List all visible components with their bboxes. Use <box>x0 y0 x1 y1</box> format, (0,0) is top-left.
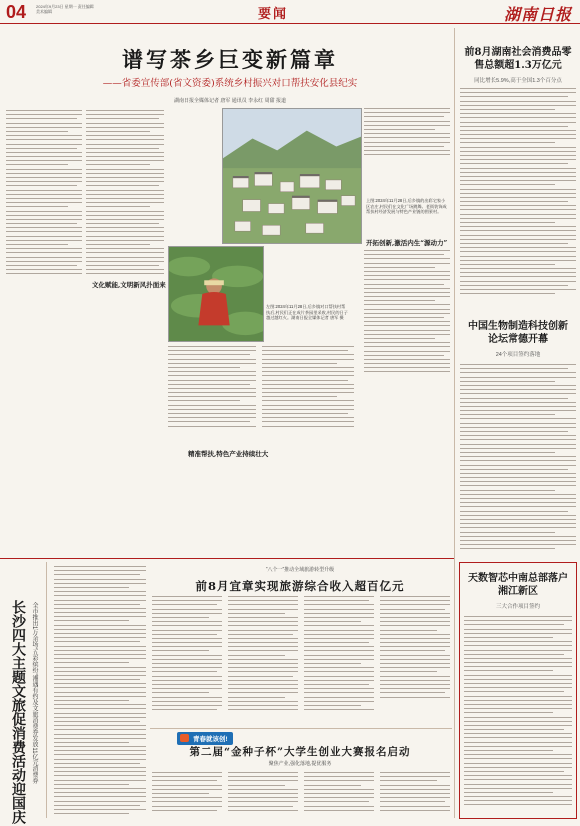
photo2-caption: 左图:2024年11月28日,后乡镇对口帮扶村帮扶后,村民们正在成片茶园里采收,村民的日子越过越红火。湖南日报全媒体记者 唐军 摄 <box>266 304 348 321</box>
campaign-flag-icon <box>180 734 189 742</box>
feature-byline: 湖南日报全媒体记者 唐军 通讯员 李永红 周甜 报道 <box>174 98 286 104</box>
tourism-headline: 前8月宜章实现旅游综合收入超百亿元 <box>195 579 405 593</box>
tea-harvest-photo <box>168 246 264 342</box>
feature-body-col4 <box>364 108 450 196</box>
tourism-body <box>152 596 450 726</box>
right-top-headline: 前8月湖南社会消费品零售总额超1.3万亿元 <box>464 47 572 71</box>
masthead <box>0 0 580 24</box>
section-title: 要闻 <box>258 7 289 22</box>
feature-body-col1 <box>86 110 164 550</box>
feature-body-col3 <box>262 346 354 552</box>
vertical-headline: 长沙四大主题文旅促消费活动迎国庆 <box>10 600 26 824</box>
village-aerial-photo <box>222 108 362 244</box>
contest-deck: 聚焦产业,强化落地,提优服务 <box>268 761 332 767</box>
column-rule-right <box>454 28 455 818</box>
band-rule <box>0 558 454 559</box>
subhead-innovation: 开拓创新,激活内生“源动力” <box>366 239 448 247</box>
feature-body-col5 <box>364 250 450 552</box>
newspaper-logo: 湖南日报 <box>503 5 572 24</box>
bottom-story-rule <box>150 728 452 729</box>
contest-body <box>152 772 450 818</box>
subhead-culture: 文化赋能,文明新风扑面来 <box>92 281 166 289</box>
right-top-body <box>460 88 576 300</box>
feature-subtitle: ——省委宣传部(省文资委)系统乡村振兴对口帮扶安化县纪实 <box>102 78 358 89</box>
bottom-col-rule <box>46 562 47 818</box>
page-number: 04 <box>6 2 27 22</box>
subhead-industry: 精准帮扶,特色产业持续壮大 <box>188 450 269 458</box>
right-mid-deck: 24个项目签约落地 <box>495 352 541 358</box>
tourism-kicker: “八个一”推动全域旅游转型升级 <box>265 567 335 573</box>
feature-headline: 谱写茶乡巨变新篇章 <box>122 47 338 72</box>
left-bottom-body <box>54 566 146 816</box>
right-box-deck: 三大合作项目签约 <box>495 604 540 610</box>
right-box-body <box>464 616 572 814</box>
right-top-deck: 同比增长5.9%,高于全国1.3个百分点 <box>474 78 562 84</box>
right-mid-body <box>460 364 576 554</box>
photo1-caption: 上图:2024年11月28日,后乡镇的出彩宅家小区农庄,村民们在文化广场跳舞。老街装饰成帮扶村经济发展与特色产业链的图景村。 <box>366 198 447 215</box>
campaign-badge-label: 青春就该创! <box>193 736 228 743</box>
feature-body-col0 <box>6 110 82 550</box>
vertical-subhead: 全市推出1万余场“五彩缤纷”湘遇有约及文旅消费券发放11亿元消费券 <box>31 602 37 784</box>
right-mid-headline: 中国生物制造科技创新论坛常德开幕 <box>468 321 568 345</box>
contest-headline: 第二届“金种子杯”大学生创业大赛报名启动 <box>189 746 411 758</box>
page-meta: 2024年9月23日 星期一 责任编辑 美术编辑 <box>36 4 94 14</box>
right-box-headline: 天数智芯中南总部落户湘江新区 <box>468 573 568 597</box>
